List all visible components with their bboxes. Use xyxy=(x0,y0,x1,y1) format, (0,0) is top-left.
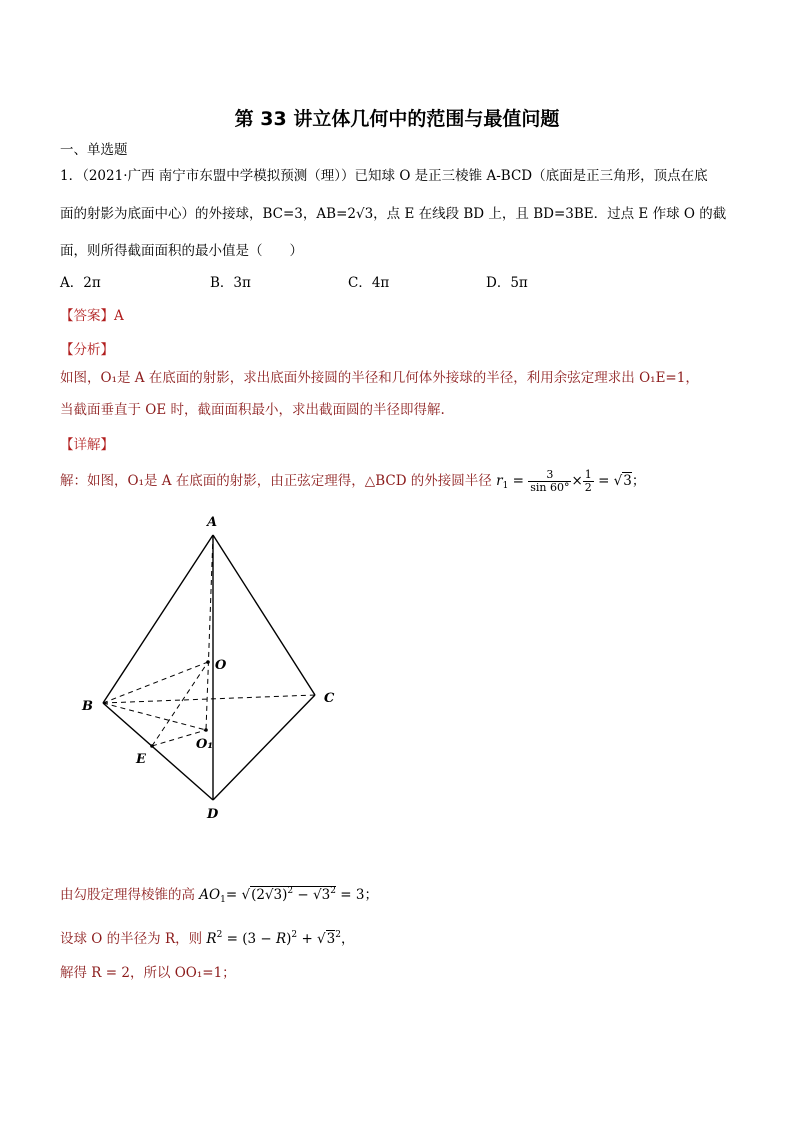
label-a: A xyxy=(207,515,218,530)
detail-heading: 【详解】 xyxy=(60,437,114,453)
label-c: C xyxy=(324,691,335,706)
page-title: 第 33 讲立体几何中的范围与最值问题 xyxy=(234,108,560,130)
question-line-3: 面，则所得截面面积的最小值是（ ） xyxy=(60,243,303,259)
height-line xyxy=(60,881,378,910)
label-o: O xyxy=(215,658,227,673)
point-o1 xyxy=(204,728,208,732)
analysis-line-1: 如图，O₁是 A 在底面的射影，求出底面外接圆的半径和几何体外接球的半径，利用余弦定理求出 O₁E=1， xyxy=(60,370,699,386)
height-formula: $AO_1= √(2√3)^2 - √3^2 = 3$； xyxy=(199,886,378,905)
edge-ac xyxy=(213,535,315,695)
answer-block xyxy=(60,304,124,324)
radius-prefix: 设球 O 的半径为 R，则 xyxy=(60,931,203,947)
analysis-line-2: 当截面垂直于 OE 时，截面面积最小，求出截面圆的半径即得解. xyxy=(60,402,445,418)
answer-value: A xyxy=(114,308,124,324)
height-prefix: 由勾股定理得棱锥的高 xyxy=(60,887,195,903)
question-line-1: 1．（2021·广西 南宁市东盟中学模拟预测（理））已知球 O 是正三棱锥 A-BCD（底面是正三角形，顶点在底 xyxy=(60,168,708,184)
label-e: E xyxy=(136,752,146,767)
option-a: A．2π xyxy=(60,275,101,291)
tetrahedron-figure xyxy=(60,505,360,825)
label-b: B xyxy=(82,699,93,714)
edge-bc-hidden xyxy=(103,695,315,703)
segment-ao1 xyxy=(206,535,213,730)
segment-eo xyxy=(152,662,208,746)
option-d: D．5π xyxy=(486,275,528,291)
edge-cd xyxy=(213,695,315,800)
radius-formula: $r_1$ = $\frac{3}{\sin 60^\circ}$ × $\frac{1}{2}$ = √3； xyxy=(496,468,646,494)
option-c: C．4π xyxy=(348,275,390,291)
radius-line xyxy=(60,925,354,949)
edge-ab xyxy=(103,535,213,703)
option-b: B．3π xyxy=(210,275,251,291)
question-line-2: 面的射影为底面中心）的外接球，BC=3，AB=2√3，点 E 在线段 BD 上，且 BD=3BE．过点 E 作球 O 的截 xyxy=(60,206,727,222)
segment-bo xyxy=(103,662,208,703)
detail-line-1-prefix: 解：如图，O₁是 A 在底面的射影，由正弦定理得，△BCD 的外接圆半径 xyxy=(60,473,492,489)
analysis-heading: 【分析】 xyxy=(60,342,114,358)
fraction-1-over-2: $\frac{1}{2}$ xyxy=(584,468,592,494)
label-o1: O₁ xyxy=(196,737,214,752)
point-e xyxy=(150,744,154,748)
point-o xyxy=(206,660,210,664)
fraction-3-over-sin60: $\frac{3}{\sin 60^\circ}$ xyxy=(530,468,570,494)
answer-heading: 【答案】 xyxy=(60,308,114,324)
solve-line: 解得 R = 2，所以 OO₁=1； xyxy=(60,965,236,981)
detail-line-1 xyxy=(60,469,645,496)
section-heading: 一、单选题 xyxy=(60,142,128,158)
radius-equation: $R^2 = (3 - R)^2 + √3^2$， xyxy=(206,930,355,947)
label-d: D xyxy=(207,807,219,822)
